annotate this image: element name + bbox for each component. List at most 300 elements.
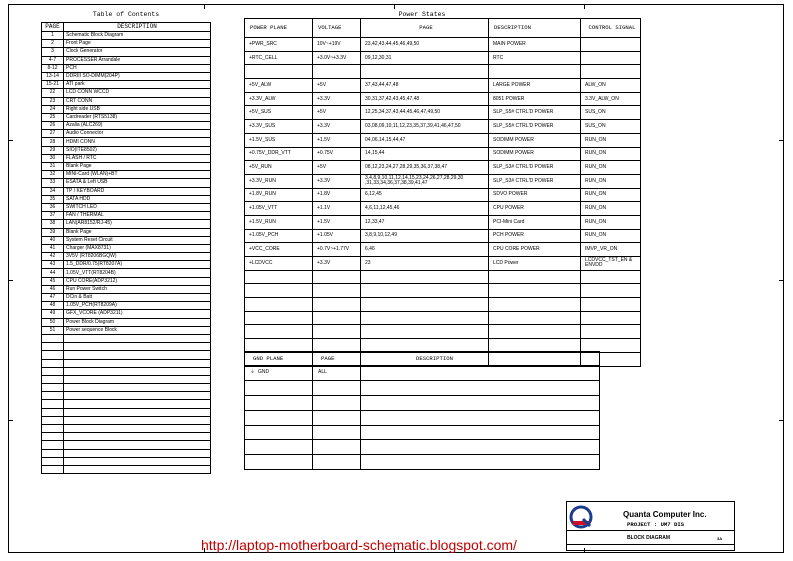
toc-page-cell: 28 [42, 138, 64, 146]
gnd-page-cell [313, 395, 361, 410]
ps-plane-cell: +0.75V_DDR_VTT [245, 147, 313, 161]
ground-row [245, 395, 600, 410]
toc-row [42, 310, 211, 318]
title-block-divider [567, 530, 734, 531]
toc-page-cell [42, 351, 64, 359]
ps-voltage-cell: +1.5V [313, 215, 361, 229]
ground-table [244, 351, 600, 470]
power-state-row [245, 243, 641, 257]
title-block-divider [567, 544, 734, 545]
toc-page-cell [42, 334, 64, 342]
gnd-page-cell [313, 425, 361, 440]
toc-header-row [42, 23, 211, 32]
toc-description-cell [64, 351, 211, 359]
ps-header-description: DESCRIPTION [489, 19, 581, 38]
toc-description-cell: PCH [64, 64, 211, 72]
ground-row [245, 440, 600, 455]
toc-page-cell [42, 425, 64, 433]
toc-page-cell: 25 [42, 113, 64, 121]
power-state-row [245, 79, 641, 93]
gnd-description-cell [361, 410, 600, 425]
power-state-row [245, 51, 641, 65]
toc-row [42, 56, 211, 64]
toc-page-cell: 36 [42, 203, 64, 211]
toc-row [42, 285, 211, 293]
ps-plane-cell [245, 65, 313, 79]
power-state-row [245, 65, 641, 79]
gnd-description-cell [361, 455, 600, 470]
gnd-header-page: PAGE [313, 352, 361, 366]
toc-description-cell: GFX_VCORE (ADP3211) [64, 310, 211, 318]
toc-row [42, 195, 211, 203]
ps-plane-cell: +5V_SUS [245, 106, 313, 120]
toc-description-cell: Cardreader (RTS5138) [64, 113, 211, 121]
toc-page-cell: 51 [42, 326, 64, 334]
ps-desc-cell: CPU CORE POWER [489, 243, 581, 257]
gnd-plane-cell [245, 440, 313, 455]
ps-plane-cell: +1.8V_RUN [245, 188, 313, 202]
power-state-row [245, 147, 641, 161]
ps-plane-cell [245, 284, 313, 298]
ps-voltage-cell [313, 325, 361, 339]
ps-page-cell [361, 298, 489, 312]
toc-description-cell: DCin & Batt [64, 294, 211, 302]
ps-voltage-cell [313, 284, 361, 298]
ps-plane-cell [245, 325, 313, 339]
power-state-row [245, 270, 641, 284]
toc-description-cell [64, 384, 211, 392]
toc-page-cell [42, 408, 64, 416]
gnd-description-cell [361, 425, 600, 440]
gnd-plane-cell [245, 455, 313, 470]
toc-page-cell: 1 [42, 32, 64, 40]
toc-description-cell: CPU CORE(ADP3212) [64, 277, 211, 285]
toc-page-cell: 31 [42, 163, 64, 171]
ps-voltage-cell: +3.3V [313, 120, 361, 134]
toc-page-cell [42, 367, 64, 375]
ps-control-cell [581, 38, 641, 52]
ps-desc-cell: SLP_S5# CTRL'D POWER [489, 120, 581, 134]
toc-description-cell [64, 375, 211, 383]
ps-voltage-cell [313, 298, 361, 312]
ps-page-cell [361, 284, 489, 298]
toc-row [42, 343, 211, 351]
toc-page-cell: 41 [42, 244, 64, 252]
ps-desc-cell [489, 325, 581, 339]
power-state-row [245, 174, 641, 188]
toc-row [42, 154, 211, 162]
toc-row [42, 113, 211, 121]
toc-row [42, 449, 211, 457]
ps-plane-cell: +1.05V_VTT [245, 202, 313, 216]
toc-row [42, 179, 211, 187]
toc-page-cell: 29 [42, 146, 64, 154]
toc-page-cell: 30 [42, 154, 64, 162]
toc-row [42, 163, 211, 171]
toc-page-cell: 23 [42, 97, 64, 105]
ps-control-cell: RUN_ON [581, 147, 641, 161]
revision: 3A [717, 536, 723, 541]
ps-page-cell [361, 325, 489, 339]
ground-row [245, 380, 600, 395]
ps-page-cell: 04,06,14,15,44,47 [361, 133, 489, 147]
toc-description-cell [64, 359, 211, 367]
ps-control-cell: RUN_ON [581, 174, 641, 188]
toc-row [42, 334, 211, 342]
toc-description-cell: SWITCH LED [64, 203, 211, 211]
ps-plane-cell: +1.5V_RUN [245, 215, 313, 229]
ps-page-cell: 3,8,9,10,12,49 [361, 229, 489, 243]
ground-row [245, 410, 600, 425]
power-state-row [245, 284, 641, 298]
toc-page-cell [42, 392, 64, 400]
toc-description-cell [64, 367, 211, 375]
toc-row [42, 359, 211, 367]
gnd-header-plane: GND PLANE [245, 352, 313, 366]
toc-description-cell: 1.05V_VTT(RT8204B) [64, 269, 211, 277]
ps-control-cell [581, 284, 641, 298]
toc-description-cell [64, 343, 211, 351]
toc-description-cell: Run Power Switch [64, 285, 211, 293]
ps-page-cell: 09,12,30,31 [361, 51, 489, 65]
ps-page-cell: 6,12,45 [361, 188, 489, 202]
toc-row [42, 171, 211, 179]
toc-row [42, 253, 211, 261]
power-state-row [245, 202, 641, 216]
ps-voltage-cell [313, 311, 361, 325]
toc-description-cell: 3V5V (RT8206BGQW) [64, 253, 211, 261]
toc-row [42, 408, 211, 416]
toc-page-cell: 4-7 [42, 56, 64, 64]
ps-desc-cell [489, 270, 581, 284]
toc-description-cell [64, 457, 211, 465]
toc-description-cell: 1.5_DDR/0.75(RT8207A) [64, 261, 211, 269]
power-states-header-row [245, 19, 641, 38]
ps-page-cell [361, 270, 489, 284]
toc-description-cell: LAN(AR8152/RJ-45) [64, 220, 211, 228]
ps-plane-cell: +3.3V_RUN [245, 174, 313, 188]
toc-description-cell [64, 392, 211, 400]
toc-page-cell: 48 [42, 302, 64, 310]
toc-description-cell: Charger (MAX8731) [64, 244, 211, 252]
ps-page-cell: 14,15,44 [361, 147, 489, 161]
toc-row [42, 203, 211, 211]
toc-description-cell: 1.05V_PCH(RT8209A) [64, 302, 211, 310]
toc-row [42, 302, 211, 310]
toc-page-cell [42, 416, 64, 424]
ps-voltage-cell: 10V~+19V [313, 38, 361, 52]
ps-page-cell: 23 [361, 257, 489, 271]
toc-page-cell: 33 [42, 179, 64, 187]
toc-page-cell: 40 [42, 236, 64, 244]
toc-page-cell: 46 [42, 285, 64, 293]
toc-page-cell [42, 359, 64, 367]
ground-row [245, 455, 600, 470]
toc-page-cell: 26 [42, 122, 64, 130]
toc-page-cell [42, 457, 64, 465]
ps-voltage-cell: +1.1V [313, 202, 361, 216]
toc-row [42, 72, 211, 80]
toc-description-cell: PROCESSER Arrandale [64, 56, 211, 64]
ps-control-cell [581, 325, 641, 339]
gnd-description-cell [361, 380, 600, 395]
toc-description-cell [64, 449, 211, 457]
ps-desc-cell: LARGE POWER [489, 79, 581, 93]
ps-plane-cell [245, 298, 313, 312]
ps-desc-cell [489, 298, 581, 312]
power-state-row [245, 257, 641, 271]
toc-description-cell [64, 465, 211, 473]
toc-row [42, 105, 211, 113]
gnd-description-cell [361, 395, 600, 410]
toc-page-cell: 49 [42, 310, 64, 318]
ps-desc-cell: SLP_S3# CTRL'D POWER [489, 174, 581, 188]
toc-description-cell [64, 416, 211, 424]
toc-page-cell [42, 449, 64, 457]
ps-desc-cell: PCH POWER [489, 229, 581, 243]
toc-row [42, 441, 211, 449]
toc-page-cell: 24 [42, 105, 64, 113]
toc-page-cell: 8-12 [42, 64, 64, 72]
toc-page-cell [42, 384, 64, 392]
toc-description-cell: Clock Generator [64, 48, 211, 56]
toc-description-cell: Right side USB [64, 105, 211, 113]
ps-voltage-cell: +1.8V [313, 188, 361, 202]
toc-page-cell: 2 [42, 40, 64, 48]
ps-page-cell [361, 65, 489, 79]
toc-description-cell: Blank Page [64, 163, 211, 171]
toc-page-cell [42, 441, 64, 449]
ps-control-cell: RUN_ON [581, 133, 641, 147]
ps-voltage-cell: +0.75V [313, 147, 361, 161]
ps-voltage-cell: +1.05V [313, 229, 361, 243]
ps-desc-cell: PCI-Mini Card [489, 215, 581, 229]
ps-plane-cell: +1.5V_SUS [245, 133, 313, 147]
toc-description-cell: TP / KEYBOARD [64, 187, 211, 195]
toc-page-cell [42, 465, 64, 473]
ps-control-cell: RUN_ON [581, 161, 641, 175]
toc-description-cell: DDRIII SO-DIMM(204P) [64, 72, 211, 80]
ps-page-cell: 6,46 [361, 243, 489, 257]
toc-page-cell [42, 343, 64, 351]
ps-control-cell: 3.3V_ALW_ON [581, 92, 641, 106]
power-state-row [245, 188, 641, 202]
ps-plane-cell: +VCC_CORE [245, 243, 313, 257]
ps-page-cell: 4,6,11,12,45,46 [361, 202, 489, 216]
ps-voltage-cell [313, 270, 361, 284]
quanta-logo-icon [569, 505, 593, 529]
gnd-page-cell [313, 380, 361, 395]
ps-plane-cell: +3.3V_ALW [245, 92, 313, 106]
ps-header-voltage: VOLTAGE [313, 19, 361, 38]
toc-description-cell: HDMI CONN [64, 138, 211, 146]
gnd-plane-cell [245, 395, 313, 410]
power-state-row [245, 229, 641, 243]
toc-row [42, 64, 211, 72]
ps-desc-cell: 8051 POWER [489, 92, 581, 106]
toc-description-cell: Blank Page [64, 228, 211, 236]
toc-page-cell: 37 [42, 212, 64, 220]
toc-row [42, 130, 211, 138]
toc-page-cell: 45 [42, 277, 64, 285]
ps-desc-cell: SODIMM POWER [489, 147, 581, 161]
toc-row [42, 187, 211, 195]
toc-row [42, 89, 211, 97]
power-state-row [245, 92, 641, 106]
toc-description-cell: Power Block Diagram [64, 318, 211, 326]
toc-description-cell: SATA HDD [64, 195, 211, 203]
ground-row [245, 425, 600, 440]
toc-description-cell: ESATA & Left USB [64, 179, 211, 187]
toc-description-cell: Power sequence Block [64, 326, 211, 334]
toc-page-cell: 35 [42, 195, 64, 203]
toc-description-cell: Audio Connector [64, 130, 211, 138]
gnd-plane-cell: ⏚ GND [245, 366, 313, 381]
toc-table [41, 22, 211, 474]
sheet-title: BLOCK DIAGRAM [627, 535, 671, 541]
toc-row [42, 416, 211, 424]
ps-page-cell: 23,42,43,44,45,46,49,50 [361, 38, 489, 52]
ps-plane-cell: +3.3V_SUS [245, 120, 313, 134]
toc-row [42, 146, 211, 154]
toc-row [42, 425, 211, 433]
toc-description-cell [64, 408, 211, 416]
ps-control-cell: RUN_ON [581, 215, 641, 229]
ps-control-cell [581, 51, 641, 65]
toc-row [42, 48, 211, 56]
toc-page-cell: 13-14 [42, 72, 64, 80]
ps-desc-cell: SODIMM POWER [489, 133, 581, 147]
toc-page-cell: 50 [42, 318, 64, 326]
ps-control-cell: RUN_ON [581, 202, 641, 216]
power-state-row [245, 120, 641, 134]
toc-row [42, 81, 211, 89]
ps-desc-cell [489, 284, 581, 298]
toc-page-cell: 43 [42, 261, 64, 269]
toc-row [42, 269, 211, 277]
power-states-table [244, 18, 641, 367]
toc-row [42, 97, 211, 105]
ps-control-cell: IMVP_VR_ON [581, 243, 641, 257]
gnd-page-cell: ALL [313, 366, 361, 381]
toc-description-cell: ATI park [64, 81, 211, 89]
toc-row [42, 228, 211, 236]
gnd-page-cell [313, 410, 361, 425]
ps-header-page: PAGE [361, 19, 489, 38]
ps-header-plane: POWER PLANE [245, 19, 313, 38]
ps-page-cell: 3,4,8,9,10,11,12,14,15,23,24,26,27,28,29,30 ,31,33,34,36,37,38,39,41,47 [361, 174, 489, 188]
gnd-plane-cell [245, 410, 313, 425]
toc-row [42, 433, 211, 441]
toc-description-cell: LCD CONN WCCD [64, 89, 211, 97]
toc-row [42, 318, 211, 326]
ps-page-cell: 12,33,47 [361, 215, 489, 229]
toc-description-cell [64, 433, 211, 441]
gnd-page-cell [313, 455, 361, 470]
toc-page-cell: 22 [42, 89, 64, 97]
toc-title: Table of Contents [92, 11, 160, 18]
watermark-url: http://laptop-motherboard-schematic.blogspot.com/ [201, 537, 517, 553]
ps-voltage-cell: +3.3V [313, 92, 361, 106]
toc-header-description: DESCRIPTION [64, 23, 211, 32]
ps-control-cell [581, 298, 641, 312]
toc-row [42, 261, 211, 269]
toc-row [42, 457, 211, 465]
toc-row [42, 244, 211, 252]
toc-page-cell: 34 [42, 187, 64, 195]
toc-page-cell [42, 375, 64, 383]
company-name: Quanta Computer Inc. [623, 510, 707, 519]
gnd-page-cell [313, 440, 361, 455]
ps-page-cell: 08,12,23,24,27,28,29,35,36,37,38,47 [361, 161, 489, 175]
gnd-plane-cell [245, 425, 313, 440]
ps-desc-cell: LCD Power [489, 257, 581, 271]
ground-body [245, 366, 600, 470]
ps-voltage-cell: +5V [313, 79, 361, 93]
ps-desc-cell: CPU POWER [489, 202, 581, 216]
toc-body [42, 32, 211, 474]
power-state-row [245, 161, 641, 175]
ps-header-control: CONTROL SIGNAL [581, 19, 641, 38]
toc-page-cell [42, 400, 64, 408]
toc-page-cell: 42 [42, 253, 64, 261]
ps-control-cell: RUN_ON [581, 229, 641, 243]
power-state-row [245, 325, 641, 339]
toc-row [42, 392, 211, 400]
ps-page-cell [361, 311, 489, 325]
toc-description-cell [64, 441, 211, 449]
ps-plane-cell [245, 311, 313, 325]
ps-control-cell [581, 270, 641, 284]
ps-plane-cell: +5V_RUN [245, 161, 313, 175]
toc-description-cell [64, 400, 211, 408]
toc-row [42, 400, 211, 408]
ps-plane-cell: +PWR_SRC [245, 38, 313, 52]
ps-desc-cell: SDVO POWER [489, 188, 581, 202]
toc-page-cell: 3 [42, 48, 64, 56]
toc-row [42, 351, 211, 359]
toc-row [42, 277, 211, 285]
toc-row [42, 138, 211, 146]
toc-row [42, 40, 211, 48]
toc-description-cell: Schematic Block Diagram [64, 32, 211, 40]
toc-row [42, 326, 211, 334]
project-name: PROJECT : UM7 DIS [627, 521, 685, 528]
toc-page-cell: 27 [42, 130, 64, 138]
toc-description-cell: Front Page [64, 40, 211, 48]
power-state-row [245, 298, 641, 312]
gnd-description-cell [361, 366, 600, 381]
ps-control-cell: ALW_ON [581, 79, 641, 93]
ps-plane-cell [245, 270, 313, 284]
ps-voltage-cell: +1.5V [313, 133, 361, 147]
power-state-row [245, 38, 641, 52]
ps-voltage-cell: +3.3V [313, 257, 361, 271]
ps-voltage-cell [313, 65, 361, 79]
power-state-row [245, 215, 641, 229]
ps-page-cell: 12,25,34,37,43,44,45,46,47,49,50 [361, 106, 489, 120]
ps-voltage-cell: +3.0V~+3.3V [313, 51, 361, 65]
toc-row [42, 367, 211, 375]
ps-control-cell: RUN_ON [581, 188, 641, 202]
toc-description-cell: CRT CONN [64, 97, 211, 105]
ps-voltage-cell: +0.7V~+1.77V [313, 243, 361, 257]
toc-description-cell: FLASH / RTC [64, 154, 211, 162]
toc-row [42, 465, 211, 473]
ps-plane-cell: +RTC_CELL [245, 51, 313, 65]
power-states-title: Power States [398, 11, 446, 18]
toc-description-cell: Azalia (ALC269) [64, 122, 211, 130]
